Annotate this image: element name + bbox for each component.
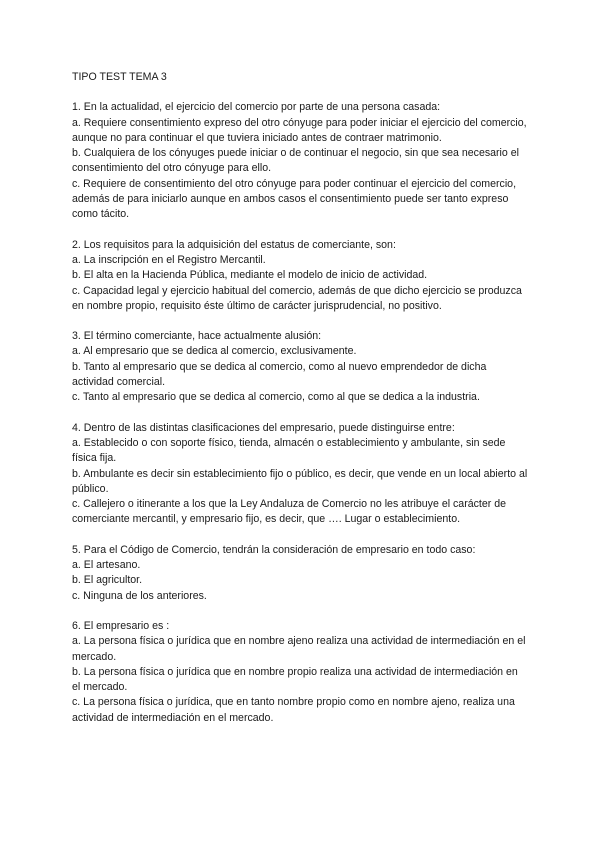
document-title: TIPO TEST TEMA 3 [72,71,167,83]
answer-option-a: a. La persona física o jurídica que en nombre ajeno realiza una actividad de intermediación en el mercado. [72,635,526,663]
answer-option-c: c. Capacidad legal y ejercicio habitual del comercio, además de que dicho ejercicio se produzca en nombre propio, requisito éste último de carácter jurisprudencial, no positivo. [72,284,522,312]
answer-option-c: c. Requiere de consentimiento del otro cónyuge para poder continuar el ejercicio del comercio, además de para iniciarlo aunque en ambos casos el consentimiento puede ser tanto expreso como tácito. [72,177,517,221]
answer-option-a: a. Al empresario que se dedica al comercio, exclusivamente. [72,345,357,358]
document-page [72,70,528,741]
question-3 [72,329,528,405]
answer-option-b: b. Cualquiera de los cónyuges puede iniciar o de continuar el negocio, sin que sea necesario el consentimiento del otro cónyuge para ello. [72,147,519,175]
question-prompt: 4. Dentro de las distintas clasificaciones del empresario, puede distinguirse entre: [72,421,455,434]
question-prompt: 2. Los requisitos para la adquisición del estatus de comerciante, son: [72,238,396,251]
question-1 [72,100,528,222]
question-2 [72,238,528,314]
answer-option-b: b. El alta en la Hacienda Pública, mediante el modelo de inicio de actividad. [72,269,428,282]
answer-option-a: a. Establecido o con soporte físico, tienda, almacén o establecimiento y ambulante, sin sede física fija. [72,436,506,465]
answer-option-c: c. Tanto al empresario que se dedica al comercio, como al que se dedica a la industria. [72,391,480,404]
answer-option-c: c. Ninguna de los anteriores. [72,589,207,602]
question-prompt: 5. Para el Código de Comercio, tendrán la consideración de empresario en todo caso: [72,543,476,556]
answer-option-b: b. La persona física o jurídica que en nombre propio realiza una actividad de intermediación en el mercado. [72,665,518,694]
question-prompt: 1. En la actualidad, el ejercicio del comercio por parte de una persona casada: [72,101,441,114]
answer-option-a: a. Requiere consentimiento expreso del otro cónyuge para poder iniciar el ejercicio del comercio, aunque no para continuar el que tuviera iniciado antes de contraer matrimonio. [72,116,527,144]
answer-option-b: b. Tanto al empresario que se dedica al comercio, como al nuevo emprendedor de dicha actividad comercial. [72,360,487,389]
question-6 [72,619,528,726]
answer-option-a: a. La inscripción en el Registro Mercantil. [72,253,266,266]
question-prompt: 6. El empresario es : [72,619,170,632]
answer-option-a: a. El artesano. [72,559,141,572]
answer-option-c: c. La persona física o jurídica, que en tanto nombre propio como en nombre ajeno, realiza una actividad de intermediación en el mercado. [72,696,515,724]
question-5 [72,543,528,604]
answer-option-b: b. El agricultor. [72,574,143,587]
answer-option-b: b. Ambulante es decir sin establecimiento fijo o público, es decir, que vende en un local abierto al público. [72,467,528,495]
question-prompt: 3. El término comerciante, hace actualmente alusión: [72,330,322,343]
answer-option-c: c. Callejero o itinerante a los que la Ley Andaluza de Comercio no les atribuye el carácter de comerciante mercantil, y empresario fijo, es decir, que …. Lugar o establecimiento. [72,498,507,526]
question-4 [72,421,528,528]
